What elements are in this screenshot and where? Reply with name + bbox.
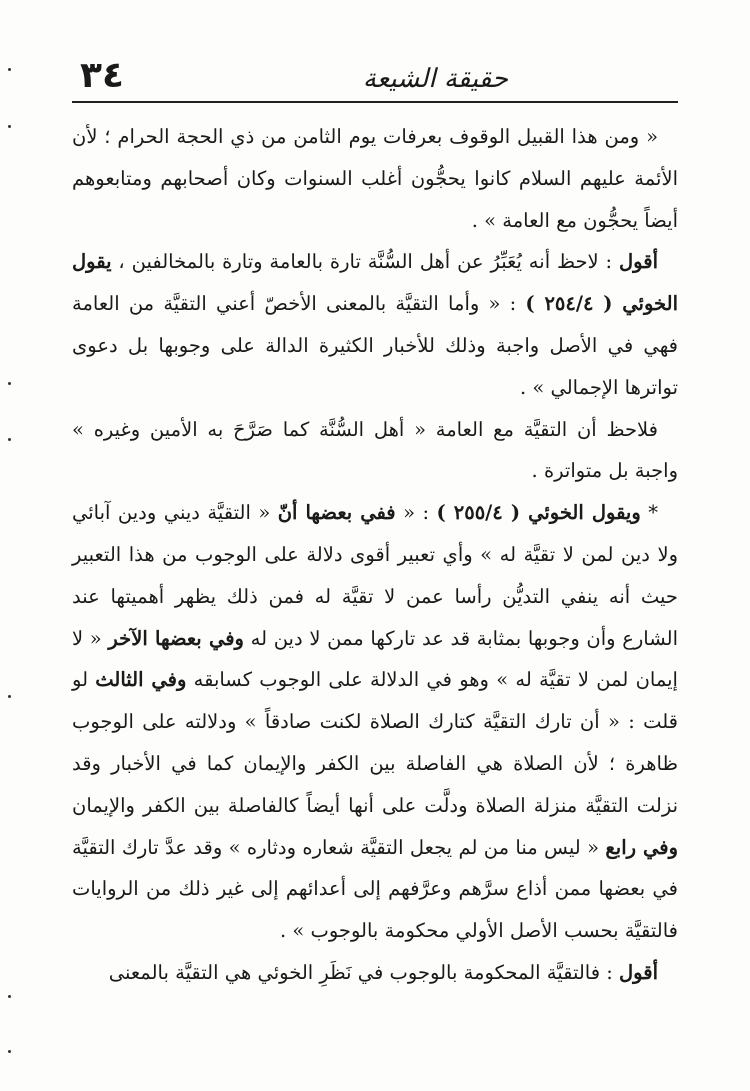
bold-text: وفي الثالث <box>95 668 187 692</box>
bold-text: وفي بعضها الآخر <box>108 626 244 650</box>
margin-dot <box>8 995 11 998</box>
bold-text: ويقول الخوئي ( ٢٥٥/٤ ) <box>436 501 641 525</box>
running-title: حقيقة الشيعة <box>362 64 508 94</box>
text-run: فلاحظ أن التقيَّة مع العامة « أهل السُّنَّة كما صَرَّحَ به الأمين وغيره » واجبة بل متواترة . <box>72 417 678 483</box>
body-text <box>72 116 678 994</box>
text-run: : « وأما التقيَّة بالمعنى الأخصّ أعني التقيَّة من العامة فهي في الأصل واجبة وذلك للأخبار الكثيرة الدالة على وجوبها بل دعوى تواترها الإجمالي » . <box>72 292 678 399</box>
bold-text: يقول الخوئي ( ٢٥٤/٤ ) <box>72 250 678 316</box>
text-run: * <box>640 501 658 525</box>
paragraph <box>72 241 678 408</box>
text-run: « التقيَّة ديني ودين آبائي ولا دين لمن لا تقيَّة له » وأي تعبير أقوى دلالة على الوجوب من هذا التعبير حيث أنه ينفي التديُّن رأسا عمن لا تقيَّة له فمن ذلك يظهر أهميتها عند الشارع وأن وجوبها بمثابة قد عد تاركها ممن لا دين له <box>72 501 679 650</box>
margin-dot <box>8 1050 11 1053</box>
bold-text: أقول <box>619 960 658 984</box>
text-run: : فالتقيَّة المحكومة بالوجوب في نَظَرِ الخوئي هي التقيَّة بالمعنى <box>108 960 620 984</box>
margin-dot <box>8 125 11 128</box>
bold-text: أقول <box>619 250 658 274</box>
paragraph <box>72 952 678 994</box>
bold-text: ففي بعضها أنّ <box>277 501 396 525</box>
margin-dot <box>8 438 11 441</box>
margin-dot <box>8 695 11 698</box>
text-run: « ومن هذا القبيل الوقوف بعرفات يوم الثامن من ذي الحجة الحرام ؛ لأن الأئمة عليهم السلام كانوا يحجُّون أغلب السنوات وكان أصحابهم ومتابعوهم أيضاً يحجُّون مع العامة » . <box>72 125 678 232</box>
paragraph <box>72 409 678 493</box>
text-run: : « <box>395 501 437 525</box>
text-run: « ليس منا من لم يجعل التقيَّة شعاره ودثاره » وقد عدَّ تارك التقيَّة في بعضها ممن أذاع سرَّهم وعرَّفهم إلى أعدائهم إلى غير ذلك من الروايات فالتقيَّة بحسب الأصل الأولي محكومة بالوجوب » . <box>72 835 678 943</box>
page-header <box>80 40 678 100</box>
text-run: لو قلت : « أن تارك التقيَّة كتارك الصلاة لكنت صادقاً » ودلالته على الوجوب ظاهرة ؛ لأن الصلاة هي الفاصلة بين الكفر والإيمان كما في الأخبار وقد نزلت التقيَّة منزلة الصلاة ودلَّت على أنها أيضاً كالفاصلة بين الكفر والإيمان <box>72 668 678 817</box>
bold-text: وفي رابع <box>605 835 678 859</box>
paragraph <box>72 116 678 241</box>
margin-dot <box>8 68 11 71</box>
margin-dot <box>8 382 11 385</box>
text-run: : لاحظ أنه يُعَبِّرُ عن أهل السُّنَّة تارة بالعامة وتارة بالمخالفين ، <box>111 250 620 274</box>
text-run: « لا إيمان لمن لا تقيَّة له » وهو في الدلالة على الوجوب كسابقه <box>72 626 678 692</box>
paragraph <box>72 492 678 952</box>
page-number: ٣٤ <box>80 55 124 96</box>
header-rule <box>72 101 678 103</box>
